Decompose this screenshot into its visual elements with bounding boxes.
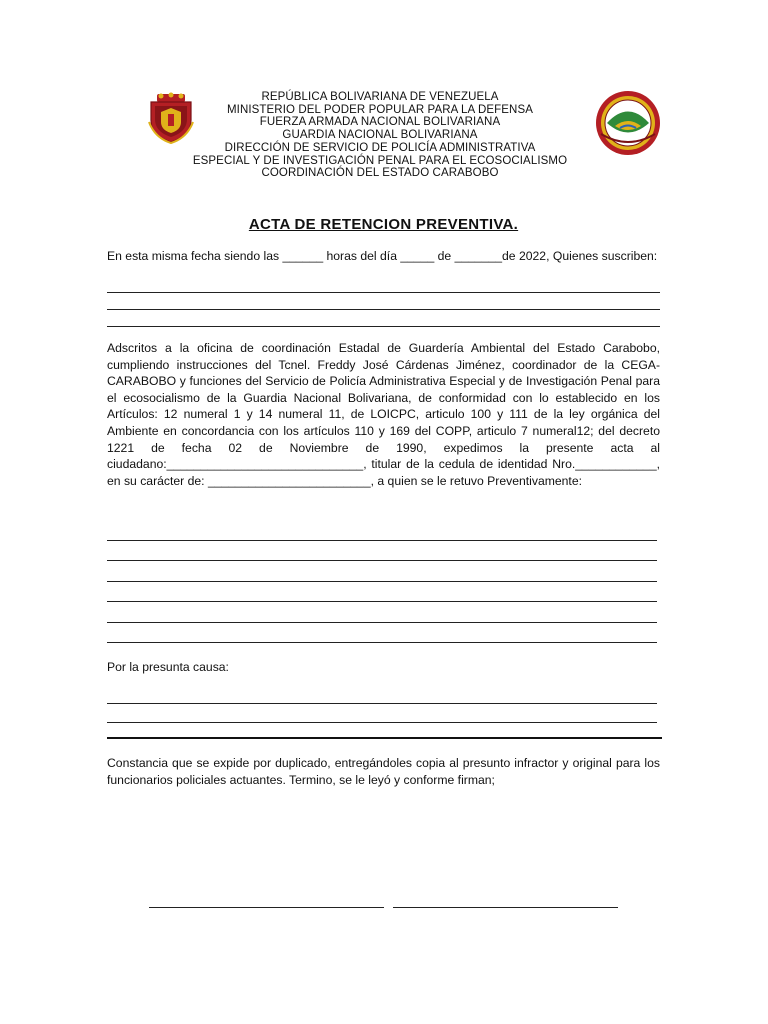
blank-line bbox=[107, 581, 657, 582]
signature-line-right bbox=[393, 907, 618, 908]
blank-line bbox=[107, 722, 657, 723]
blank-line bbox=[107, 622, 657, 623]
blank-line bbox=[107, 326, 660, 327]
blank-line bbox=[107, 703, 657, 704]
blank-line bbox=[107, 642, 657, 643]
blank-line bbox=[107, 292, 660, 293]
closing-paragraph: Constancia que se expide por duplicado, entregándoles copia al presunto infractor y original para los funcionarios policiales actuantes. Termino, se le leyó y conforme firman; bbox=[107, 756, 660, 787]
cega-emblem-icon bbox=[595, 90, 661, 156]
intro-paragraph: En esta misma fecha siendo las ______ horas del día _____ de _______de 2022, Quienes suscriben: bbox=[107, 249, 658, 263]
header-line: FUERZA ARMADA NACIONAL BOLIVARIANA bbox=[259, 116, 501, 129]
signature-line-left bbox=[149, 907, 384, 908]
body-paragraph: Adscritos a la oficina de coordinación Estadal de Guardería Ambiental del Estado Carabobo, cumpliendo instrucciones del Tcnel. Freddy José Cárdenas Jiménez, coordinador de la CEGA-CARABOBO y funciones del Servicio de Policía Administrativa Especial y de Investigación Penal para el ecosocialismo de la Guardia Nacional Bolivariana, de conformidad con lo establecido en los Artículos: 12 numeral 1 y 14 numeral 11, de LOICPC, articulo 100 y 111 de la ley orgánica del Ambiente en concordancia con los artículos 110 y 169 del COPP, articulo 7 numeral12; del decreto 1221 de fecha 02 de Noviembre de 1990, expedimos la presente acta al ciudadano:_____________________________, titular de la cedula de identidad Nro.____________, en su carácter de: ________________________, a quien se le retuvo Preventivamente: bbox=[107, 341, 660, 488]
document-title: ACTA DE RETENCION PREVENTIVA. bbox=[248, 216, 519, 233]
header-line: MINISTERIO DEL PODER POPULAR PARA LA DEFENSA bbox=[226, 103, 534, 116]
header-line: GUARDIA NACIONAL BOLIVARIANA bbox=[282, 129, 478, 142]
cause-label: Por la presunta causa: bbox=[107, 660, 229, 674]
separator-line bbox=[107, 737, 662, 739]
blank-line bbox=[107, 309, 660, 310]
blank-line bbox=[107, 601, 657, 602]
header-line: ESPECIAL Y DE INVESTIGACIÓN PENAL PARA EL ECOSOCIALISMO bbox=[192, 154, 568, 167]
header-line: DIRECCIÓN DE SERVICIO DE POLICÍA ADMINISTRATIVA bbox=[224, 141, 536, 154]
header-line: COORDINACIÓN DEL ESTADO CARABOBO bbox=[261, 167, 499, 180]
blank-line bbox=[107, 540, 657, 541]
blank-line bbox=[107, 560, 657, 561]
header-line: REPÚBLICA BOLIVARIANA DE VENEZUELA bbox=[261, 91, 499, 103]
letterhead bbox=[180, 91, 580, 180]
